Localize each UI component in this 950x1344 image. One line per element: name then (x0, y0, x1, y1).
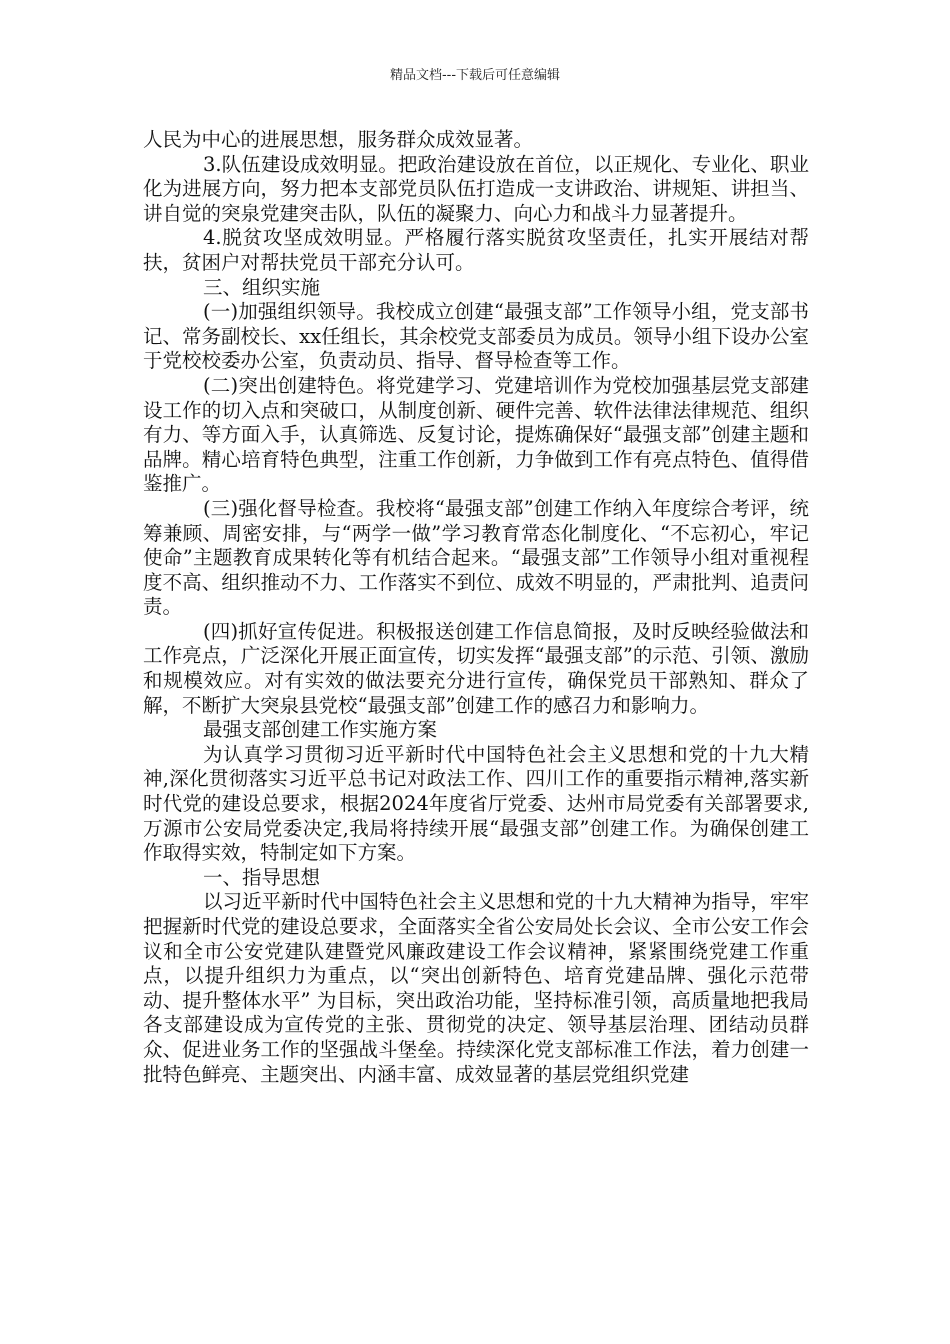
document-title: 最强支部创建工作实施方案 (203, 718, 438, 742)
paragraph-7: (三)强化督导检查。我校将“最强支部”创建工作纳入年度综合考评，统筹兼顾、周密安排，与“两学一做”学习教育常态化制度化、“不忘初心，牢记使命”主题教育成果转化等有机结合起来。“最强支部”工作领导小组对重视程度不高、组织推动不力、工作落实不到位、成效不明显的，严肃批判、追责问责。 (143, 496, 809, 619)
paragraph-8: (四)抓好宣传促进。积极报送创建工作信息简报，及时反映经验做法和工作亮点，广泛深化开展正面宣传，切实发挥“最强支部”的示范、引领、激励和规模效应。对有实效的做法要充分进行宣传，确保党员干部熟知、群众了解，不断扩大突泉县党校“最强支部”创建工作的感召力和影响力。 (143, 619, 809, 717)
section-heading-organization: 三、组织实施 (203, 275, 321, 299)
paragraph-10: 为认真学习贯彻习近平新时代中国特色社会主义思想和党的十九大精神,深化贯彻落实习近平总书记对政法工作、四川工作的重要指示精神,落实新时代党的建设总要求，根据2024年度省厅党委、达州市局党委有关部署要求,万源市公安局党委决定,我局将持续开展“最强支部”创建工作。为确保创建工作取得实效，特制定如下方案。 (143, 742, 809, 865)
paragraph-6: (二)突出创建特色。将党建学习、党建培训作为党校加强基层党支部建设工作的切入点和突破口，从制度创新、硬件完善、软件法律法律规范、组织有力、等方面入手，认真筛选、反复讨论，提炼确保好“最强支部”创建主题和品牌。精心培育特色典型，注重工作创新，力争做到工作有亮点特色、值得借鉴推广。 (143, 373, 809, 496)
paragraph-1: 人民为中心的进展思想，服务群众成效显著。 (143, 128, 534, 151)
paragraph-2: 3.队伍建设成效明显。把政治建设放在首位，以正规化、专业化、职业化为进展方向，努力把本支部党员队伍打造成一支讲政治、讲规矩、讲担当、讲自觉的突泉党建突击队，队伍的凝聚力、向心力和战斗力显著提升。 (143, 152, 809, 225)
paragraph-5: (一)加强组织领导。我校成立创建“最强支部”工作领导小组，党支部书记、常务副校长、xx任组长，其余校党支部委员为成员。领导小组下设办公室于党校校委办公室，负责动员、指导、督导检查等工作。 (143, 300, 809, 373)
document-body (143, 128, 809, 1087)
paragraph-3: 4.脱贫攻坚成效明显。严格履行落实脱贫攻坚责任，扎实开展结对帮扶，贫困户对帮扶党员干部充分认可。 (143, 226, 809, 274)
paragraph-12: 以习近平新时代中国特色社会主义思想和党的十九大精神为指导，牢牢把握新时代党的建设总要求，全面落实全省公安局处长会议、全市公安工作会议和全市公安党建队建暨党风廉政建设工作会议精神，紧紧围绕党建工作重点，以提升组织力为重点，以“突出创新特色、培育党建品牌、强化示范带动、提升整体水平” 为目标，突出政治功能，坚持标准引领，高质量地把我局各支部建设成为宣传党的主张、贯彻党的决定、领导基层治理、团结动员群众、促进业务工作的坚强战斗堡垒。持续深化党支部标准工作法，着力创建一批特色鲜亮、主题突出、内涵丰富、成效显著的基层党组织党建 (143, 890, 809, 1086)
section-heading-guiding-ideology: 一、指导思想 (203, 865, 321, 889)
page-header: 精品文档---下载后可任意编辑 (389, 68, 561, 83)
